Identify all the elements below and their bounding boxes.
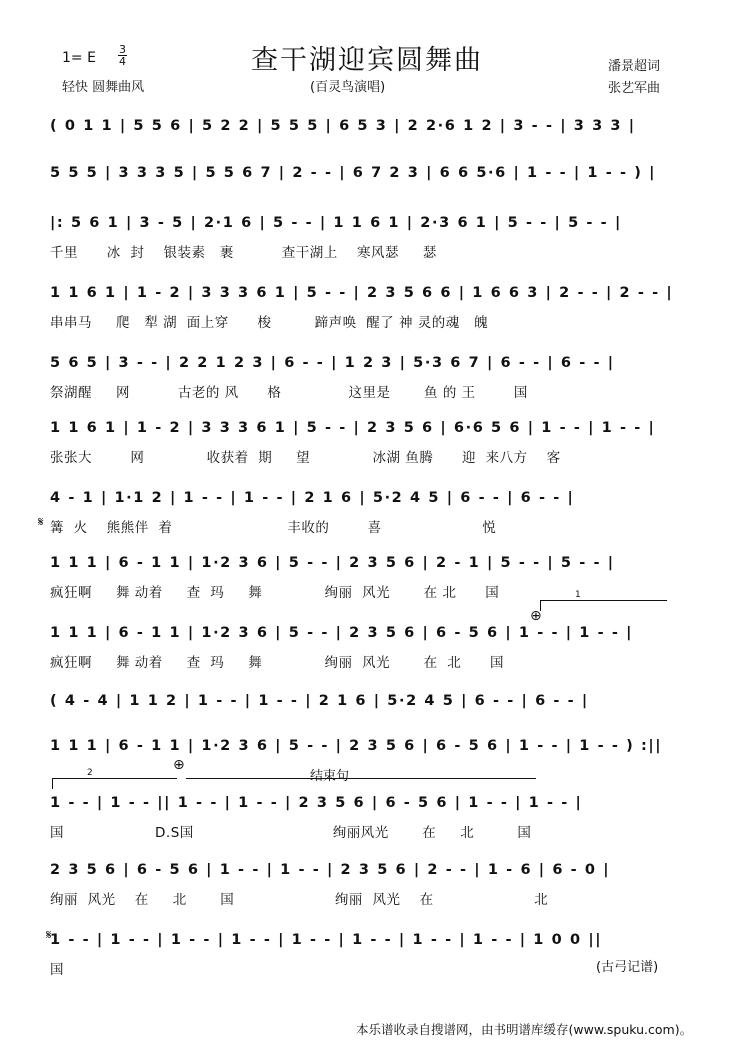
segno-icon: 𝄋	[38, 515, 44, 530]
notation-line: 1 1 1 | 6 - 1 1 | 1·2 3 6 | 5 - - | 2 3 5 6 | 2 - 1 | 5 - - | 5 - - |	[50, 555, 615, 571]
lyric-line: 串串马 爬 犁 湖 面上穿 梭 蹄声唤 醒了 神 灵的魂 魄	[50, 315, 489, 331]
lyric-line: 国 D.S国 绚丽风光 在 北 国	[50, 825, 532, 841]
notation-line: 1 1 1 | 6 - 1 1 | 1·2 3 6 | 5 - - | 2 3 5 6 | 6 - 5 6 | 1 - - | 1 - - |	[50, 625, 634, 641]
volta-2-bracket	[52, 768, 177, 789]
key-signature: 1= E	[62, 50, 96, 66]
score-row	[50, 118, 690, 138]
notation-line: 1 - - | 1 - - | 1 - - | 1 - - | 1 - - | 1 - - | 1 - - | 1 - - | 1 0 0 ||	[50, 932, 603, 948]
segno-icon-end: 𝄋	[46, 928, 52, 943]
notation-line: 1 - - | 1 - - || 1 - - | 1 - - | 2 3 5 6 | 6 - 5 6 | 1 - - | 1 - - |	[50, 795, 583, 811]
transcriber-credit: (古弓记谱)	[596, 960, 659, 975]
volta-rule	[186, 778, 536, 779]
score-row	[50, 165, 690, 185]
notation-line: |: 5 6 1 | 3 - 5 | 2·1 6 | 5 - - | 1 1 6 1 | 2·3 6 1 | 5 - - | 5 - - |	[50, 215, 622, 231]
lyric-line: 国	[50, 962, 64, 978]
lyric-line: 篝 火 熊熊伴 着 丰收的 喜 悦	[50, 520, 497, 536]
lyric-line: 张张大 网 收获着 期 望 冰湖 鱼腾 迎 来八方 客	[50, 450, 561, 466]
lyric-line: 祭湖醒 网 古老的 风 格 这里是 鱼 的 王 国	[50, 385, 528, 401]
score-row	[50, 795, 690, 815]
tempo-marking: 轻快 圆舞曲风	[62, 80, 145, 95]
volta-1-bracket	[540, 590, 667, 611]
lyric-line: 疯狂啊 舞 动着 查 玛 舞 绚丽 风光 在 北 国	[50, 585, 500, 601]
footer-text: 本乐谱收录自搜谱网，由书明谱库缓存(www.spuku.com)。	[356, 1022, 693, 1037]
volta-1-label: 1	[575, 590, 581, 600]
score-row	[50, 420, 690, 440]
score-row	[50, 625, 690, 645]
score-row	[50, 355, 690, 375]
score-row	[50, 738, 690, 758]
notation-line: 1 1 1 | 6 - 1 1 | 1·2 3 6 | 5 - - | 2 3 5 6 | 6 - 5 6 | 1 - - | 1 - - ) :||	[50, 738, 663, 754]
score-row	[50, 215, 690, 235]
notation-line: 5 5 5 | 3 3 3 5 | 5 5 6 7 | 2 - - | 6 7 2 3 | 6 6 5·6 | 1 - - | 1 - - ) |	[50, 165, 657, 181]
notation-line: 5 6 5 | 3 - - | 2 2 1 2 3 | 6 - - | 1 2 3 | 5·3 6 7 | 6 - - | 6 - - |	[50, 355, 615, 371]
lyric-line: 绚丽 风光 在 北 国 绚丽 风光 在 北	[50, 892, 549, 908]
score-row	[50, 490, 690, 510]
meter-bottom: 4	[119, 55, 126, 68]
notation-line: ( 0 1 1 | 5 5 6 | 5 2 2 | 5 5 5 | 6 5 3 | 2 2·6 1 2 | 3 - - | 3 3 3 |	[50, 118, 636, 134]
notation-line: 2 3 5 6 | 6 - 5 6 | 1 - - | 1 - - | 2 3 5 6 | 2 - - | 1 - 6 | 6 - 0 |	[50, 862, 611, 878]
composer-credit: 张艺军曲	[608, 81, 661, 96]
notation-line: 4 - 1 | 1·1 2 | 1 - - | 1 - - | 2 1 6 | 5·2 4 5 | 6 - - | 6 - - |	[50, 490, 575, 506]
ending-label: 结束句	[310, 769, 350, 784]
coda-icon: ⊕	[530, 608, 542, 624]
coda-icon-2: ⊕	[173, 757, 185, 773]
volta-2-label: 2	[87, 768, 93, 778]
notation-line: 1 1 6 1 | 1 - 2 | 3 3 3 6 1 | 5 - - | 2 3 5 6 6 | 1 6 6 3 | 2 - - | 2 - - |	[50, 285, 674, 301]
time-signature	[118, 44, 127, 67]
notation-line: 1 1 6 1 | 1 - 2 | 3 3 3 6 1 | 5 - - | 2 3 5 6 | 6·6 5 6 | 1 - - | 1 - - |	[50, 420, 656, 436]
meter-top: 3	[119, 43, 126, 56]
score-row	[50, 862, 690, 882]
lyric-line: 千里 冰 封 银装素 裹 查干湖上 寒风瑟 瑟	[50, 245, 437, 261]
page-title: 查干湖迎宾圆舞曲	[251, 45, 483, 76]
lyric-line: 疯狂啊 舞 动着 查 玛 舞 绚丽 风光 在 北 国	[50, 655, 504, 671]
score-row	[50, 693, 690, 713]
lyricist-credit: 潘景超词	[608, 59, 661, 74]
notation-line: ( 4 - 4 | 1 1 2 | 1 - - | 1 - - | 2 1 6 | 5·2 4 5 | 6 - - | 6 - - |	[50, 693, 589, 709]
singer-credit: (百灵鸟演唱)	[310, 80, 386, 95]
score-row	[50, 555, 690, 575]
score-row	[50, 285, 690, 305]
score-row	[50, 932, 690, 952]
